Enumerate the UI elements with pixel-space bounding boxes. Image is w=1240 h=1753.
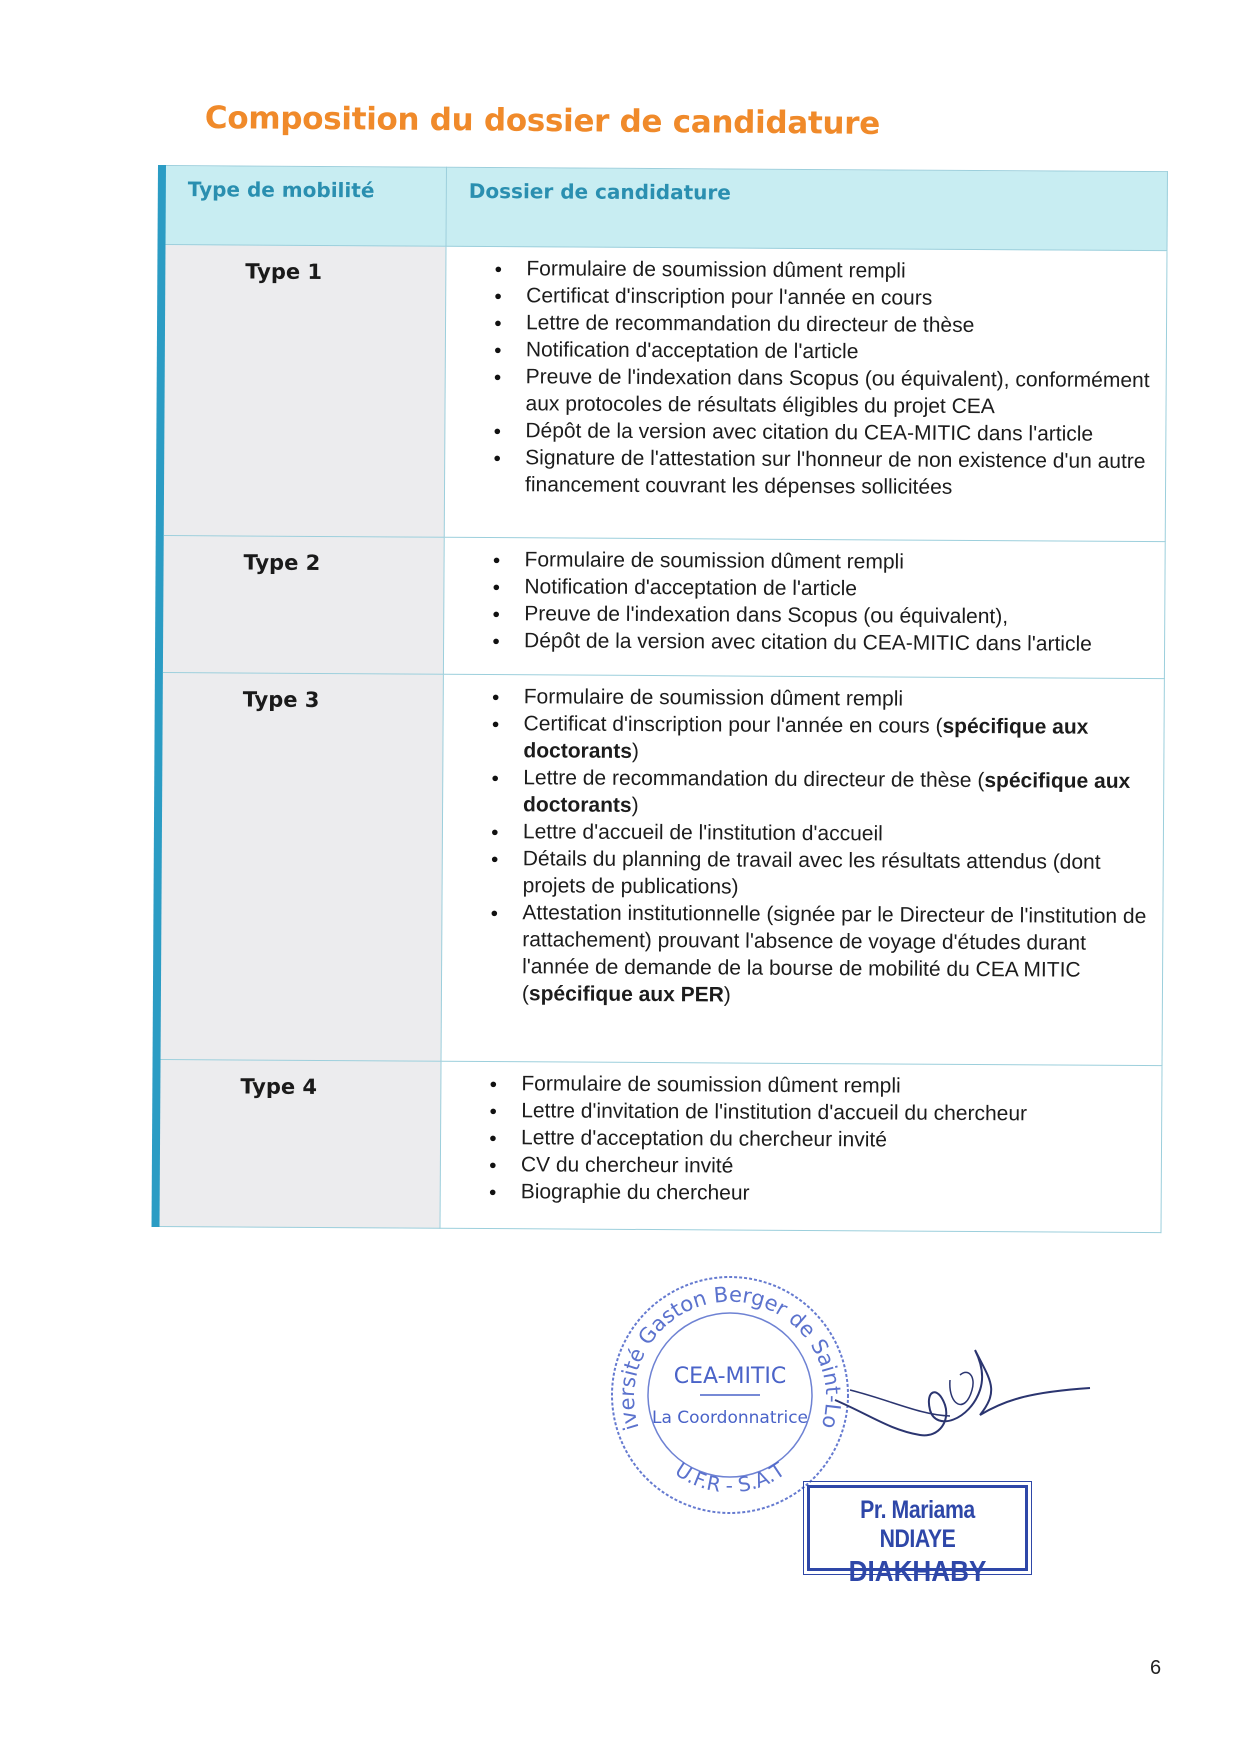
handwritten-signature (830, 1320, 1100, 1465)
requirements-cell (444, 246, 1167, 541)
stamp-center-title: CEA-MITIC (673, 1364, 787, 1389)
list-item: ● Lettre d'invitation de l'institution d'accueil du chercheur (489, 1097, 1149, 1128)
list-item: ● Lettre d'accueil de l'institution d'accueil (491, 818, 1151, 849)
list-item: ● Formulaire de soumission dûment rempli (493, 546, 1153, 577)
list-item: ● Notification d'acceptation de l'article (492, 573, 1152, 604)
list-item: ● Dépôt de la version avec citation du CEA-MITIC dans l'article (493, 417, 1153, 448)
stamp-center-subtitle: La Coordonnatrice (652, 1408, 808, 1428)
list-item: ● Lettre de recommandation du directeur de thèse (494, 309, 1154, 340)
list-item: ● Certificat d'inscription pour l'année en cours (spécifique aux doctorants) (491, 710, 1151, 768)
requirements-list (489, 1070, 1150, 1209)
page-number: 6 (1150, 1657, 1162, 1679)
header-mobility-type: Type de mobilité (162, 166, 447, 247)
list-item: ● Lettre de recommandation du directeur de thèse (spécifique aux doctorants) (491, 764, 1151, 822)
stamp-outer-text: iversité Gaston Berger de Saint-Lo (614, 1282, 846, 1434)
list-item: ● Certificat d'inscription pour l'année en cours (494, 282, 1154, 313)
requirements-list (490, 683, 1152, 1011)
name-stamp (807, 1485, 1028, 1588)
table-header-row (162, 166, 1168, 251)
requirements-cell (443, 537, 1165, 678)
mobility-type-cell: Type 4 (156, 1060, 442, 1229)
mobility-type-cell: Type 3 (157, 673, 444, 1062)
application-table (152, 165, 1170, 1233)
stamp-bottom-text: U.F.R - S.A.T (670, 1457, 790, 1498)
svg-text:U.F.R - S.A.T (671, 1457, 790, 1497)
name-line-1: Pr. Mariama NDIAYE (860, 1496, 975, 1553)
requirements-cell (440, 1061, 1162, 1232)
header-application-file: Dossier de candidature (446, 167, 1167, 250)
page-title: Composition du dossier de candidature (204, 100, 881, 142)
list-item: ● Preuve de l'indexation dans Scopus (ou équivalent), (492, 600, 1152, 631)
emphasis-text: spécifique aux doctorants (523, 714, 1089, 763)
mobility-type-cell: Type 2 (159, 536, 444, 675)
list-item: ● Attestation institutionnelle (signée par le Directeur de l'institution de rattachement) prouvant l'absence de voyage d'études durant l'année de demande de la bourse de mobilité du CEA MITIC (spécifique aux PER) (490, 899, 1151, 1011)
name-line-2: DIAKHABY (848, 1556, 987, 1588)
list-item: ● Formulaire de soumission dûment rempli (494, 255, 1154, 286)
list-item: ● Signature de l'attestation sur l'honneur de non existence d'un autre financement couvrant les dépenses sollicitées (493, 444, 1153, 502)
table-row (159, 536, 1165, 679)
list-item: ● Biographie du chercheur (489, 1178, 1149, 1209)
emphasis-text: spécifique aux doctorants (523, 769, 1131, 817)
list-item: ● Lettre d'acceptation du chercheur invité (489, 1124, 1149, 1155)
list-item: ● Formulaire de soumission dûment rempli (492, 683, 1152, 714)
list-item: ● Notification d'acceptation de l'article (494, 336, 1154, 367)
emphasis-text: spécifique aux PER (528, 982, 724, 1007)
list-item: ● Détails du planning de travail avec les résultats attendus (dont projets de publications) (491, 845, 1151, 903)
mobility-type-cell: Type 1 (160, 245, 446, 538)
list-item: ● Formulaire de soumission dûment rempli (489, 1070, 1149, 1101)
requirements-list (493, 255, 1154, 502)
table-row (156, 1060, 1163, 1233)
requirements-cell (441, 674, 1164, 1065)
list-item: ● Preuve de l'indexation dans Scopus (ou équivalent), conformément aux protocoles de résultats éligibles du projet CEA (493, 363, 1153, 421)
list-item: ● Dépôt de la version avec citation du CEA-MITIC dans l'article (492, 627, 1152, 658)
table-row (157, 673, 1165, 1066)
requirements-list (492, 546, 1153, 658)
list-item: ● CV du chercheur invité (489, 1151, 1149, 1182)
table-row (160, 245, 1167, 542)
